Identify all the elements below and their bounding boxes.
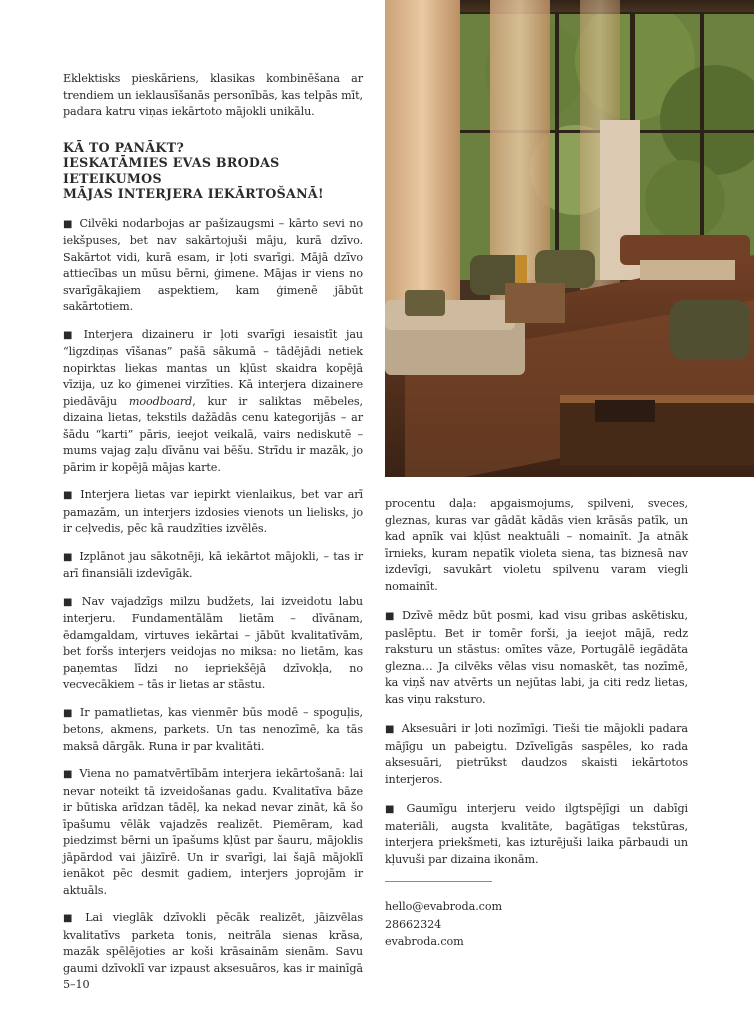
- contact-phone[interactable]: 28662324: [385, 917, 442, 931]
- contact-divider: [385, 881, 492, 882]
- tip-text: Interjera lietas var iepirkt vienlaikus, bet var arī pamazām, un interjers izdosies vienots un lielisks, jo ir ceļvedis, pēc kā raudzīties izvēlēs.: [63, 488, 363, 535]
- living-room-illustration: [385, 0, 754, 477]
- tip-text: Viena no pamatvērtībām interjera iekārtošanā: lai nevar noteikt tā izveidošanas gadu. Kvalitatīva bāze ir būtiska arīdzan tādēļ, ka nekad nevar zināt, kā šo īpašumu vēlāk vajadzēs realizēt. Piemēram, kad piedzimst bērni un īpašums kļūst par šauru, mājoklis jāpārdod vai jāizīrē. Un ir svarīgi, lai šajā mājoklī ienākot pēc desmit gadiem, interjers joprojām ir aktuāls.: [63, 767, 363, 897]
- bullet-square-icon: ■: [63, 329, 78, 341]
- bullet-square-icon: ■: [63, 551, 74, 563]
- contact-email[interactable]: hello@evabroda.com: [385, 900, 502, 913]
- heading-line-1: KĀ TO PANĀKT?: [63, 139, 185, 155]
- tip-paragraph-3: [63, 487, 363, 538]
- bullet-square-icon: ■: [63, 490, 75, 501]
- tip-paragraph-10: [385, 721, 688, 788]
- continued-paragraph: procentu daļa: apgaismojums, spilveni, sveces, gleznas, kuras var gādāt kādās vien krāsās patīk, un kad apnīk vai kļūst neaktuāli – nomainīt. Ja atnāk īrnieks, kuram nepatīk violeta siena, tas biznesā nav izdevīgi, savukārt violetu spilvenu varam viegli nomainīt.: [385, 497, 688, 593]
- section-heading: [63, 140, 363, 202]
- bullet-square-icon: ■: [63, 218, 74, 230]
- tip-text-continued: , kur ir saliktas mēbeles, dizaina lietas, tekstils dažādās cenu kategorijās – ar šādu “karti” pāris, ieejot veikalā, vairs nediskutē – mums vajag zaļu dīvānu vai bēšu. Strīdu ir mazāk, jo pārim ir kopējā mājas karte.: [63, 394, 363, 474]
- tip-text: Lai vieglāk dzīvokli pēcāk realizēt, jāizvēlas kvalitatīvs parketa tonis, neitrāla sienas krāsa, mazāk spēlējoties ar koši krāsainām sienām. Savu gaumi dzīvoklī var izpaust aksesuāros, kas ir mainīgā 5–10: [63, 911, 363, 991]
- bullet-square-icon: ■: [63, 596, 76, 608]
- heading-line-2: IESKATĀMIES EVAS BRODAS IETEIKUMOS: [63, 155, 280, 186]
- moodboard-term: moodboard: [128, 394, 193, 408]
- tip-paragraph-6: [63, 705, 363, 756]
- tip-paragraph-1: [63, 216, 363, 316]
- tip-paragraph-7: [63, 766, 363, 899]
- tip-text: Ir pamatlietas, kas vienmēr būs modē – spoguļis, betons, akmens, parkets. Un tas nenozīmē, ka tās maksā dārgāk. Runa ir par kvalitāti.: [63, 705, 363, 753]
- bullet-square-icon: ■: [63, 913, 80, 924]
- tip-text: Interjera dizaineru ir ļoti svarīgi iesaistīt jau “ligzdiņas vīšanas” pašā sākumā – tādējādi netiek nopirktas liekas mantas un kļūst skaidra kopējā vīzija, uz ko ģimenei virzīties. Kā interjera dizainere piedāvāju: [63, 327, 363, 408]
- tip-text: Izplānot jau sākotnēji, kā iekārtot mājokli, – tas ir arī finansiāli izdevīgāk.: [63, 549, 363, 580]
- contact-website[interactable]: evabroda.com: [385, 935, 464, 948]
- tip-text: Aksesuāri ir ļoti nozīmīgi. Tieši tie mājokli padara mājīgu un pabeigtu. Dzīvelīgās saspēles, ko rada aksesuāri, pietrūkst daudzos skaisti iekārtotos interjeros.: [385, 722, 688, 786]
- left-column: [63, 71, 363, 1005]
- tip-paragraph-5: [63, 594, 363, 694]
- tip-paragraph-11: [385, 801, 688, 868]
- tip-paragraph-2: [63, 327, 363, 477]
- bullet-square-icon: ■: [385, 611, 397, 622]
- right-column: [385, 496, 688, 951]
- intro-paragraph: Eklektisks pieskāriens, klasikas kombinēšana ar trendiem un ieklausīšanās personībās, kas telpās mīt, padara katru viņas iekārtoto mājokli unikālu.: [63, 72, 363, 118]
- tip-text: Nav vajadzīgs milzu budžets, lai izveidotu labu interjeru. Fundamentālām lietām – dīvānam, ēdamgaldam, virtuves iekārtai – jābūt kvalitatīvām, bet foršs interjers veidojas no miksa: no lietām, kas paņemtas līdzi no iepriekšējā dzīvokļa, no vecvecākiem – tās ir lietas ar stāstu.: [63, 594, 364, 691]
- tip-paragraph-4: [63, 549, 363, 583]
- interior-photo: [385, 0, 754, 477]
- contact-block: [385, 898, 688, 951]
- heading-line-3: MĀJAS INTERJERA IEKĀRTOŠANĀ!: [63, 186, 324, 201]
- tip-text: Gaumīgu interjeru veido ilgtspējīgi un dabīgi materiāli, augsta kvalitāte, bagātīgas tekstūras, interjera priekšmeti, kas izturējuši laika pārbaudi un kļuvuši par dizaina ikonām.: [385, 802, 688, 866]
- tip-text: Cilvēki nodarbojas ar pašizaugsmi – kārto sevi no iekšpuses, bet nav sakārtojuši māju, kurā dzīvo. Sakārtot vidi, kurā esam, ir ļoti svarīgi. Mājā dzīvo attiecības un mūsu bērni, ģimene. Mājas ir viens no svarīgākajiem aspektiem, kam ģimenē jābūt sakārtotiem.: [63, 216, 363, 313]
- bullet-square-icon: ■: [63, 769, 74, 780]
- bullet-square-icon: ■: [385, 804, 401, 815]
- tip-text: Dzīvē mēdz būt posmi, kad visu gribas askētisku, paslēptu. Bet ir tomēr forši, ja ieejot mājā, redz raksturu un stāstus: omītes vāze, Portugālē iegādāta glezna… Ja cilvēks vēlas visu nomaskēt, tas nozīmē, ka viņš nav atvērts un nejūtas labi, ja citi redz lietas, kas viņu raksturo.: [385, 609, 688, 706]
- tip-paragraph-9: [385, 608, 688, 708]
- bullet-square-icon: ■: [385, 724, 396, 735]
- tip-paragraph-8: [63, 910, 363, 994]
- bullet-square-icon: ■: [63, 707, 74, 719]
